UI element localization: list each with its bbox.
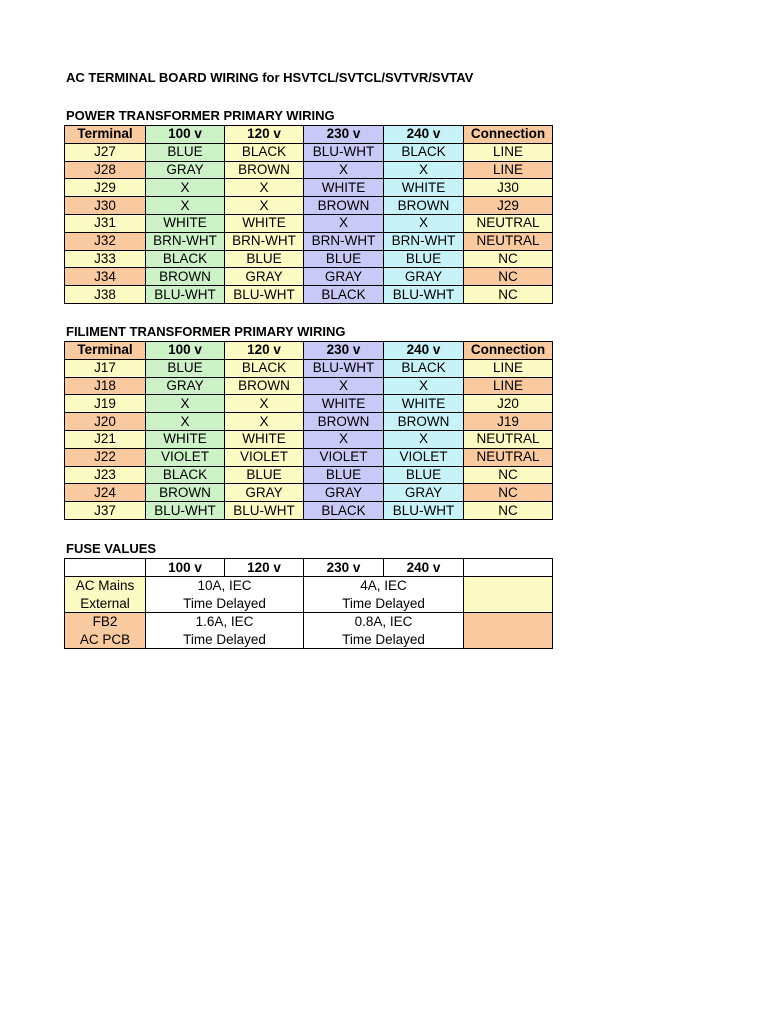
- filament-section-title: FILIMENT TRANSFORMER PRIMARY WIRING: [66, 324, 346, 339]
- header-240v: 240 v: [384, 559, 464, 577]
- cell-240v: BLU-WHT: [384, 286, 464, 304]
- fuse-empty-cell: [464, 577, 553, 613]
- cell-connection: NEUTRAL: [464, 430, 553, 448]
- table-header-row: [65, 342, 553, 360]
- table-row: [65, 286, 553, 304]
- cell-connection: J20: [464, 395, 553, 413]
- fuse-label-line2: AC PCB: [79, 631, 131, 647]
- cell-terminal: J32: [65, 232, 146, 250]
- cell-240v: BROWN: [384, 413, 464, 431]
- table-row: [65, 197, 553, 215]
- fuse-value-line1: 4A, IEC: [360, 578, 407, 593]
- header-100v: 100 v: [146, 342, 225, 360]
- header-120v: 120 v: [225, 126, 304, 144]
- cell-230v: BROWN: [304, 413, 384, 431]
- cell-terminal: J20: [65, 413, 146, 431]
- cell-240v: X: [384, 214, 464, 232]
- cell-100v: GRAY: [146, 377, 225, 395]
- cell-120v: X: [225, 179, 304, 197]
- header-connection: Connection: [464, 126, 553, 144]
- cell-240v: BLUE: [384, 466, 464, 484]
- cell-120v: BLU-WHT: [225, 502, 304, 520]
- cell-connection: NEUTRAL: [464, 232, 553, 250]
- cell-230v: BLU-WHT: [304, 359, 384, 377]
- cell-120v: X: [225, 413, 304, 431]
- cell-240v: BLACK: [384, 143, 464, 161]
- header-230v: 230 v: [304, 342, 384, 360]
- cell-connection: LINE: [464, 359, 553, 377]
- cell-120v: BROWN: [225, 377, 304, 395]
- table-row: [65, 466, 553, 484]
- cell-120v: BLUE: [225, 466, 304, 484]
- cell-connection: NC: [464, 286, 553, 304]
- table-header-row: [65, 126, 553, 144]
- cell-100v: BLACK: [146, 466, 225, 484]
- cell-240v: BRN-WHT: [384, 232, 464, 250]
- cell-connection: NC: [464, 502, 553, 520]
- cell-100v: BROWN: [146, 484, 225, 502]
- fuse-section-title: FUSE VALUES: [66, 541, 157, 556]
- table-row: [65, 377, 553, 395]
- cell-terminal: J21: [65, 430, 146, 448]
- cell-100v: WHITE: [146, 214, 225, 232]
- cell-connection: J30: [464, 179, 553, 197]
- cell-240v: GRAY: [384, 268, 464, 286]
- cell-240v: GRAY: [384, 484, 464, 502]
- cell-230v: WHITE: [304, 179, 384, 197]
- fuse-empty-cell: [464, 613, 553, 649]
- power-wiring-table: [64, 125, 553, 304]
- cell-terminal: J23: [65, 466, 146, 484]
- cell-100v: X: [146, 413, 225, 431]
- fuse-value-line2: Time Delayed: [342, 595, 425, 611]
- cell-100v: BROWN: [146, 268, 225, 286]
- cell-connection: NC: [464, 250, 553, 268]
- cell-120v: BLACK: [225, 359, 304, 377]
- cell-100v: BLU-WHT: [146, 502, 225, 520]
- cell-terminal: J30: [65, 197, 146, 215]
- cell-230v: BLU-WHT: [304, 143, 384, 161]
- cell-120v: GRAY: [225, 484, 304, 502]
- cell-230v: WHITE: [304, 395, 384, 413]
- fuse-value-high-voltage: [304, 613, 464, 649]
- cell-connection: NEUTRAL: [464, 448, 553, 466]
- cell-100v: X: [146, 197, 225, 215]
- cell-terminal: J29: [65, 179, 146, 197]
- cell-terminal: J27: [65, 143, 146, 161]
- cell-connection: NEUTRAL: [464, 214, 553, 232]
- table-row: [65, 232, 553, 250]
- cell-connection: J29: [464, 197, 553, 215]
- cell-100v: WHITE: [146, 430, 225, 448]
- header-230v: 230 v: [304, 559, 384, 577]
- cell-230v: BLACK: [304, 286, 384, 304]
- cell-230v: BLUE: [304, 466, 384, 484]
- cell-230v: X: [304, 161, 384, 179]
- cell-connection: LINE: [464, 143, 553, 161]
- table-row: [65, 143, 553, 161]
- cell-240v: WHITE: [384, 395, 464, 413]
- table-header-row: [65, 559, 553, 577]
- cell-230v: BLUE: [304, 250, 384, 268]
- cell-connection: NC: [464, 484, 553, 502]
- fuse-value-low-voltage: [146, 613, 304, 649]
- cell-240v: WHITE: [384, 179, 464, 197]
- fuse-value-line2: Time Delayed: [342, 631, 425, 647]
- header-240v: 240 v: [384, 342, 464, 360]
- fuse-label: [65, 613, 146, 649]
- header-230v: 230 v: [304, 126, 384, 144]
- cell-240v: X: [384, 161, 464, 179]
- cell-120v: BROWN: [225, 161, 304, 179]
- header-connection: Connection: [464, 342, 553, 360]
- cell-230v: BRN-WHT: [304, 232, 384, 250]
- header-120v: 120 v: [225, 342, 304, 360]
- header-empty: [65, 559, 146, 577]
- fuse-value-line1: 10A, IEC: [197, 578, 252, 593]
- cell-terminal: J34: [65, 268, 146, 286]
- cell-terminal: J17: [65, 359, 146, 377]
- cell-240v: BLACK: [384, 359, 464, 377]
- header-100v: 100 v: [146, 126, 225, 144]
- cell-120v: BLACK: [225, 143, 304, 161]
- cell-120v: BLUE: [225, 250, 304, 268]
- cell-connection: LINE: [464, 161, 553, 179]
- cell-terminal: J18: [65, 377, 146, 395]
- cell-connection: J19: [464, 413, 553, 431]
- fuse-label-line2: External: [80, 595, 130, 611]
- header-terminal: Terminal: [65, 342, 146, 360]
- fuse-values-table: [64, 558, 553, 649]
- cell-230v: X: [304, 430, 384, 448]
- filament-wiring-table: [64, 341, 553, 520]
- cell-connection: NC: [464, 268, 553, 286]
- cell-100v: X: [146, 395, 225, 413]
- table-row: [65, 484, 553, 502]
- cell-230v: BROWN: [304, 197, 384, 215]
- table-row: [65, 214, 553, 232]
- cell-230v: BLACK: [304, 502, 384, 520]
- cell-120v: VIOLET: [225, 448, 304, 466]
- cell-120v: BRN-WHT: [225, 232, 304, 250]
- cell-240v: VIOLET: [384, 448, 464, 466]
- cell-120v: WHITE: [225, 214, 304, 232]
- cell-240v: X: [384, 377, 464, 395]
- fuse-value-line1: 1.6A, IEC: [195, 614, 254, 629]
- table-row: [65, 502, 553, 520]
- table-row: [65, 448, 553, 466]
- header-100v: 100 v: [146, 559, 225, 577]
- table-row: [65, 577, 553, 613]
- document-title: AC TERMINAL BOARD WIRING for HSVTCL/SVTCL/SVTVR/SVTAV: [66, 70, 474, 85]
- table-row: [65, 161, 553, 179]
- cell-240v: BROWN: [384, 197, 464, 215]
- header-240v: 240 v: [384, 126, 464, 144]
- fuse-value-high-voltage: [304, 577, 464, 613]
- cell-terminal: J33: [65, 250, 146, 268]
- cell-100v: GRAY: [146, 161, 225, 179]
- power-section-title: POWER TRANSFORMER PRIMARY WIRING: [66, 108, 335, 123]
- fuse-label: [65, 577, 146, 613]
- cell-120v: GRAY: [225, 268, 304, 286]
- cell-terminal: J24: [65, 484, 146, 502]
- table-row: [65, 613, 553, 649]
- table-row: [65, 179, 553, 197]
- cell-100v: X: [146, 179, 225, 197]
- fuse-label-line1: AC Mains: [75, 578, 135, 593]
- cell-120v: X: [225, 395, 304, 413]
- table-row: [65, 395, 553, 413]
- cell-terminal: J22: [65, 448, 146, 466]
- cell-100v: BLUE: [146, 359, 225, 377]
- cell-120v: X: [225, 197, 304, 215]
- cell-terminal: J19: [65, 395, 146, 413]
- table-row: [65, 430, 553, 448]
- cell-230v: VIOLET: [304, 448, 384, 466]
- table-row: [65, 413, 553, 431]
- cell-connection: NC: [464, 466, 553, 484]
- cell-100v: BLUE: [146, 143, 225, 161]
- fuse-value-low-voltage: [146, 577, 304, 613]
- cell-connection: LINE: [464, 377, 553, 395]
- cell-100v: BRN-WHT: [146, 232, 225, 250]
- cell-240v: X: [384, 430, 464, 448]
- cell-100v: VIOLET: [146, 448, 225, 466]
- fuse-value-line2: Time Delayed: [183, 631, 266, 647]
- cell-terminal: J38: [65, 286, 146, 304]
- cell-terminal: J31: [65, 214, 146, 232]
- fuse-label-line1: FB2: [92, 614, 118, 629]
- fuse-value-line1: 0.8A, IEC: [354, 614, 413, 629]
- table-row: [65, 250, 553, 268]
- cell-terminal: J28: [65, 161, 146, 179]
- cell-230v: X: [304, 377, 384, 395]
- header-empty: [464, 559, 553, 577]
- cell-120v: WHITE: [225, 430, 304, 448]
- cell-terminal: J37: [65, 502, 146, 520]
- cell-120v: BLU-WHT: [225, 286, 304, 304]
- table-row: [65, 268, 553, 286]
- cell-230v: GRAY: [304, 484, 384, 502]
- cell-230v: GRAY: [304, 268, 384, 286]
- cell-100v: BLU-WHT: [146, 286, 225, 304]
- header-120v: 120 v: [225, 559, 304, 577]
- cell-100v: BLACK: [146, 250, 225, 268]
- cell-240v: BLUE: [384, 250, 464, 268]
- header-terminal: Terminal: [65, 126, 146, 144]
- table-row: [65, 359, 553, 377]
- cell-240v: BLU-WHT: [384, 502, 464, 520]
- fuse-value-line2: Time Delayed: [183, 595, 266, 611]
- cell-230v: X: [304, 214, 384, 232]
